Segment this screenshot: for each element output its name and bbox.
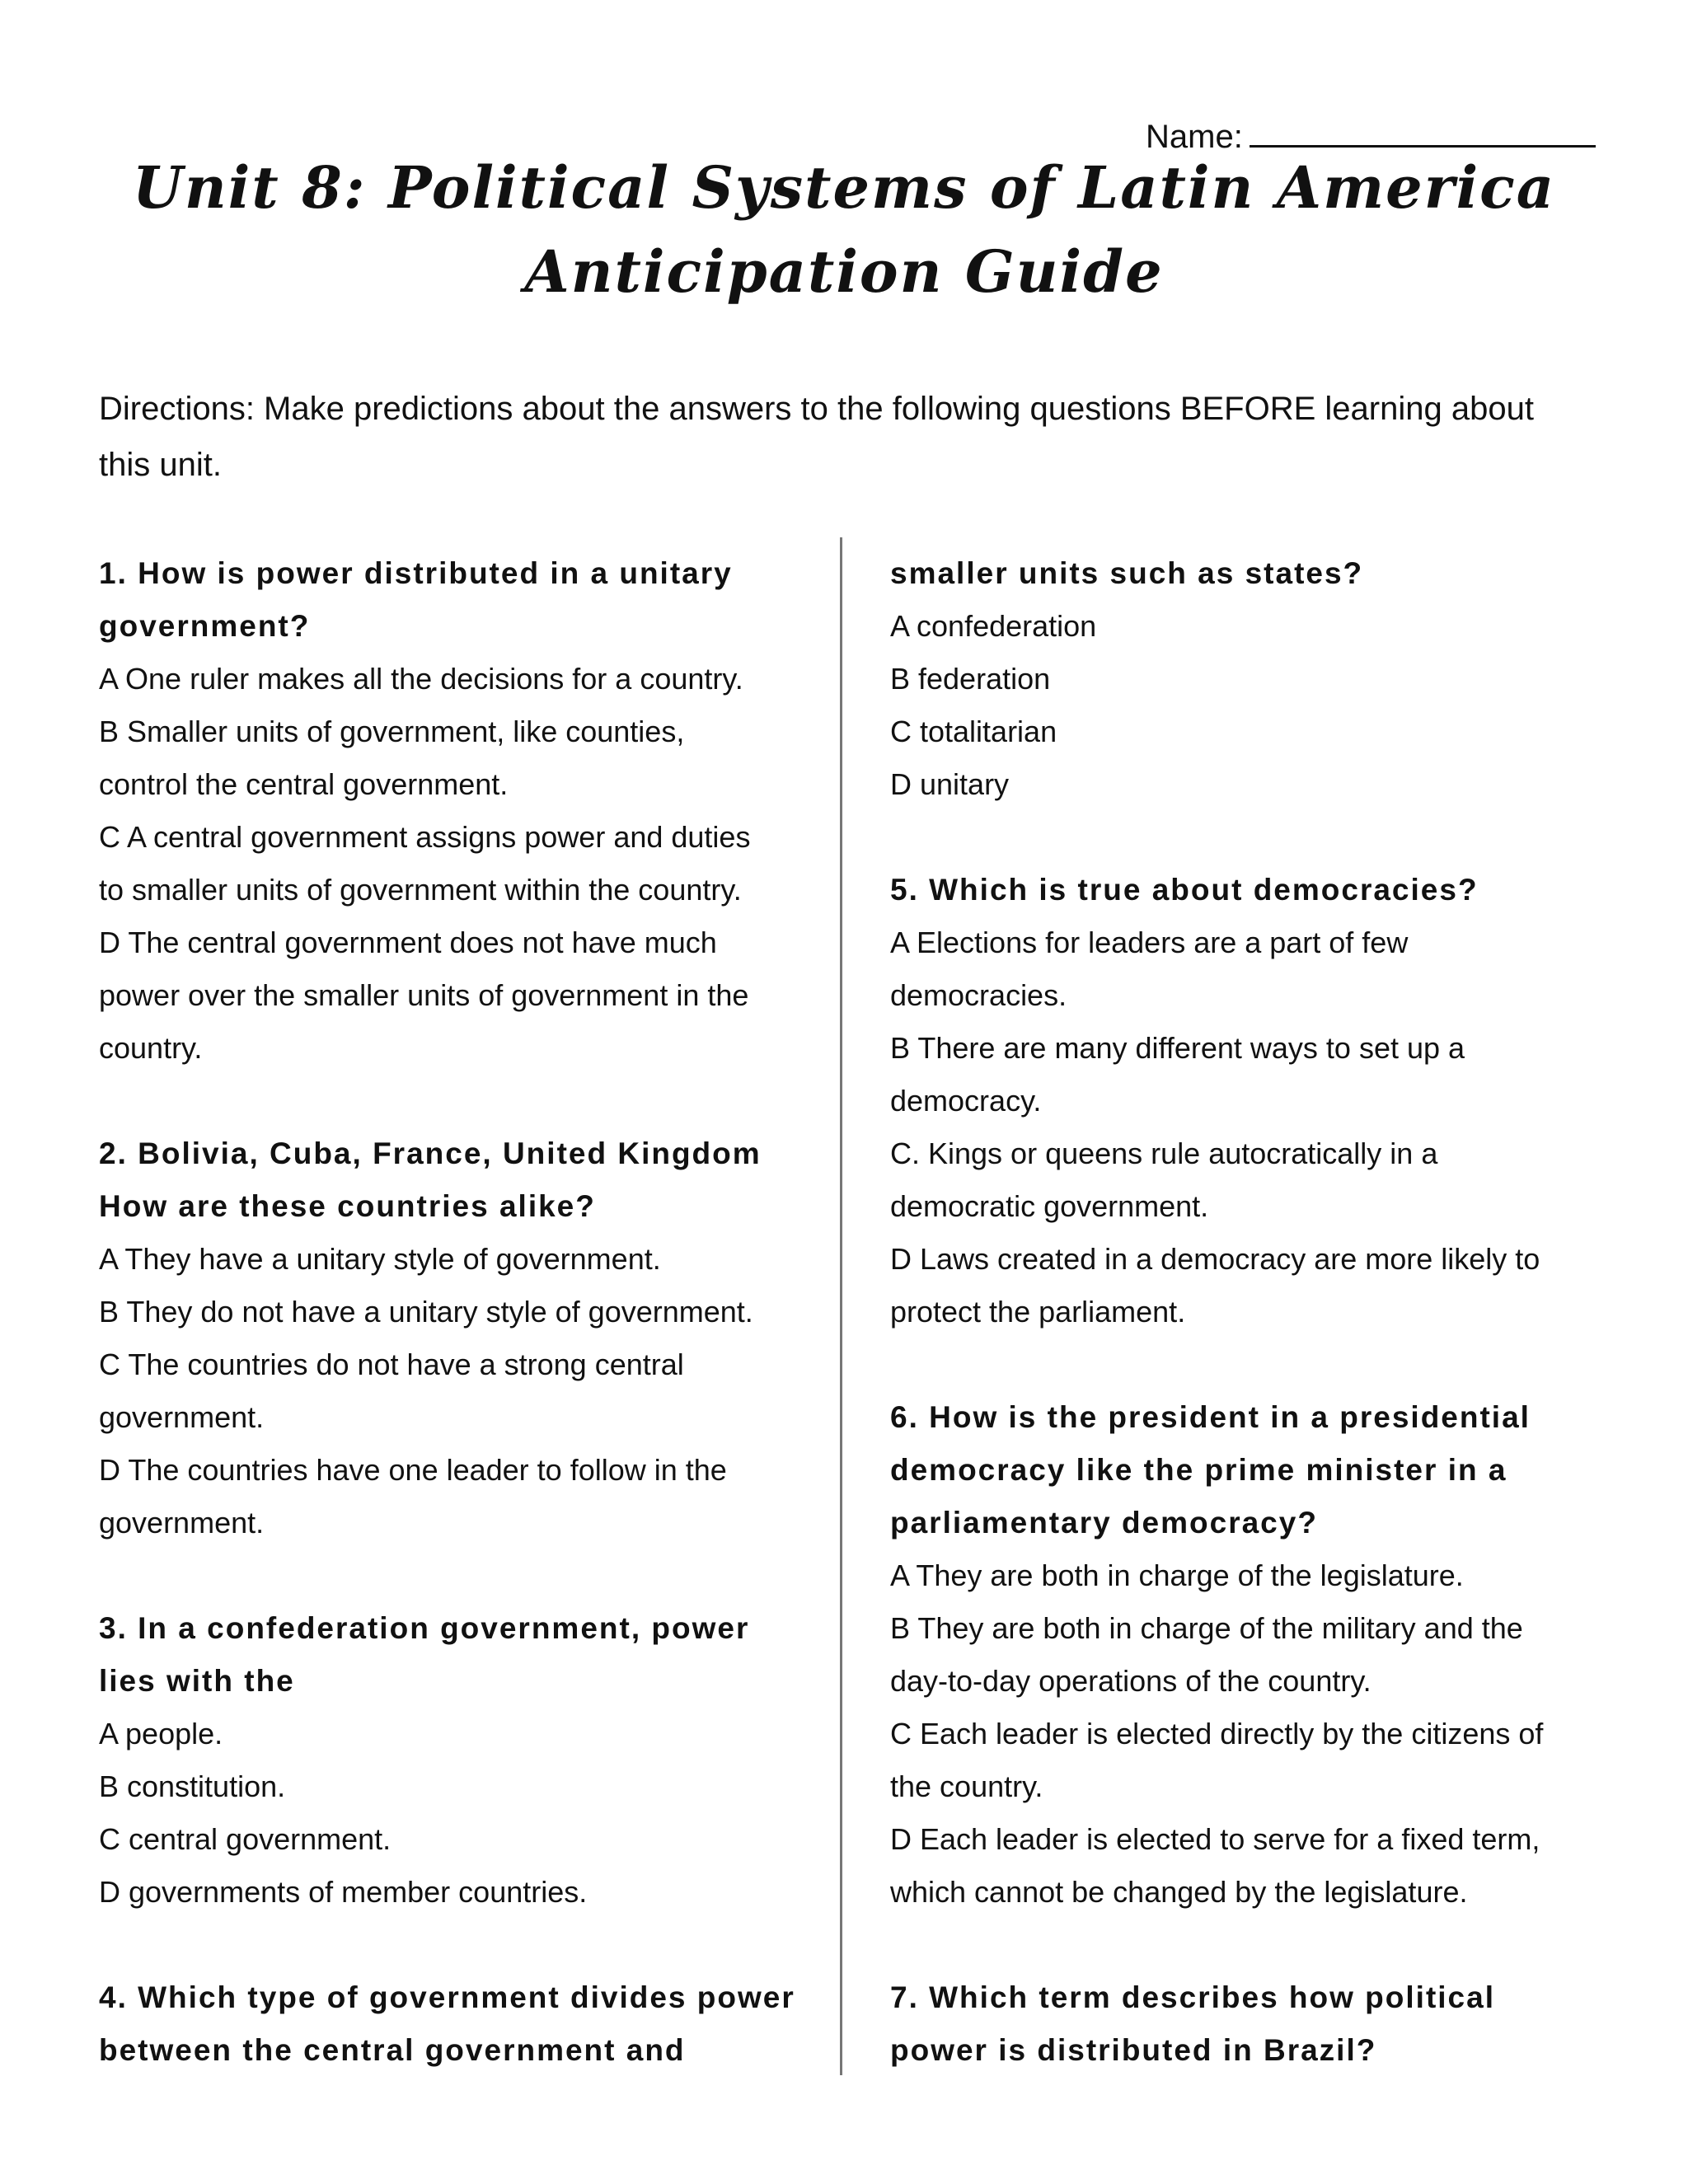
- spacer: [890, 811, 1582, 864]
- answer-option: C Each leader is elected directly by the citizens of: [890, 1717, 1544, 1750]
- question-block-6: [890, 1391, 1582, 1919]
- question-text: government?: [99, 609, 311, 643]
- answer-option: D The central government does not have much: [99, 926, 717, 959]
- right-column: [890, 547, 1582, 2077]
- left-column: [99, 547, 841, 2077]
- question-block-4: [99, 1971, 841, 2077]
- question-text: 3. In a confederation government, power: [99, 1611, 750, 1645]
- question-block-1: [99, 547, 841, 1075]
- question-text: parliamentary democracy?: [890, 1506, 1318, 1540]
- name-blank-line[interactable]: [1250, 114, 1596, 148]
- answer-option: A confederation: [890, 609, 1097, 643]
- question-block-2: [99, 1127, 841, 1549]
- answer-option: the country.: [890, 1769, 1043, 1803]
- question-text: 5. Which is true about democracies?: [890, 873, 1479, 907]
- question-block-3: [99, 1602, 841, 1919]
- answer-option: C A central government assigns power and duties: [99, 820, 751, 854]
- spacer: [890, 1338, 1582, 1391]
- answer-option: C. Kings or queens rule autocratically in a: [890, 1137, 1438, 1170]
- answer-option: A They have a unitary style of government.: [99, 1242, 661, 1276]
- question-block-5: [890, 864, 1582, 1338]
- question-text: lies with the: [99, 1664, 295, 1698]
- answer-option: control the central government.: [99, 767, 509, 801]
- spacer: [99, 1919, 841, 1971]
- spacer: [99, 1075, 841, 1127]
- answer-option: B constitution.: [99, 1769, 286, 1803]
- question-text: democracy like the prime minister in a: [890, 1453, 1507, 1487]
- question-block-4-continued: [890, 547, 1582, 811]
- answer-option: C totalitarian: [890, 715, 1057, 748]
- answer-option: A They are both in charge of the legislature.: [890, 1558, 1464, 1592]
- answer-option: power over the smaller units of government in the: [99, 978, 749, 1012]
- question-text: 4. Which type of government divides power: [99, 1980, 795, 2014]
- question-text: 6. How is the president in a presidential: [890, 1400, 1531, 1434]
- answer-option: government.: [99, 1506, 265, 1540]
- answer-option: which cannot be changed by the legislature.: [890, 1875, 1468, 1909]
- answer-option: protect the parliament.: [890, 1295, 1186, 1329]
- question-text: How are these countries alike?: [99, 1189, 596, 1223]
- answer-option: D Laws created in a democracy are more likely to: [890, 1242, 1540, 1276]
- answer-option: democratic government.: [890, 1189, 1209, 1223]
- answer-option: democracies.: [890, 978, 1067, 1012]
- answer-option: B There are many different ways to set up a: [890, 1031, 1465, 1065]
- answer-option: to smaller units of government within the country.: [99, 873, 742, 907]
- answer-option: B federation: [890, 662, 1051, 696]
- question-text: power is distributed in Brazil?: [890, 2033, 1377, 2067]
- question-text: 1. How is power distributed in a unitary: [99, 556, 733, 590]
- answer-option: D unitary: [890, 767, 1010, 801]
- answer-option: A One ruler makes all the decisions for a country.: [99, 662, 743, 696]
- answer-option: democracy.: [890, 1084, 1042, 1118]
- spacer: [99, 1549, 841, 1602]
- question-text: between the central government and: [99, 2033, 686, 2067]
- answer-option: country.: [99, 1031, 203, 1065]
- page-title: Unit 8: Political Systems of Latin America: [132, 153, 1556, 222]
- answer-option: D The countries have one leader to follow in the: [99, 1453, 727, 1487]
- name-label: Name:: [1146, 119, 1243, 155]
- answer-option: D governments of member countries.: [99, 1875, 588, 1909]
- answer-option: B They are both in charge of the military and the: [890, 1611, 1523, 1645]
- answer-option: C The countries do not have a strong central: [99, 1347, 684, 1381]
- directions-text: Directions: Make predictions about the answers to the following questions BEFORE learning about this unit.: [99, 391, 1534, 483]
- answer-option: B Smaller units of government, like counties,: [99, 715, 685, 748]
- question-block-7: [890, 1971, 1582, 2077]
- answer-option: A Elections for leaders are a part of few: [890, 926, 1409, 959]
- answer-option: C central government.: [99, 1822, 392, 1856]
- answer-option: government.: [99, 1400, 265, 1434]
- question-text: 7. Which term describes how political: [890, 1980, 1495, 2014]
- answer-option: A people.: [99, 1717, 223, 1750]
- question-text: 2. Bolivia, Cuba, France, United Kingdom: [99, 1137, 762, 1170]
- name-field[interactable]: [1146, 114, 1596, 157]
- question-text: smaller units such as states?: [890, 556, 1364, 590]
- answer-option: day-to-day operations of the country.: [890, 1664, 1372, 1698]
- page-subtitle: Anticipation Guide: [524, 237, 1164, 306]
- answer-option: D Each leader is elected to serve for a fixed term,: [890, 1822, 1540, 1856]
- spacer: [890, 1919, 1582, 1971]
- answer-option: B They do not have a unitary style of government.: [99, 1295, 753, 1329]
